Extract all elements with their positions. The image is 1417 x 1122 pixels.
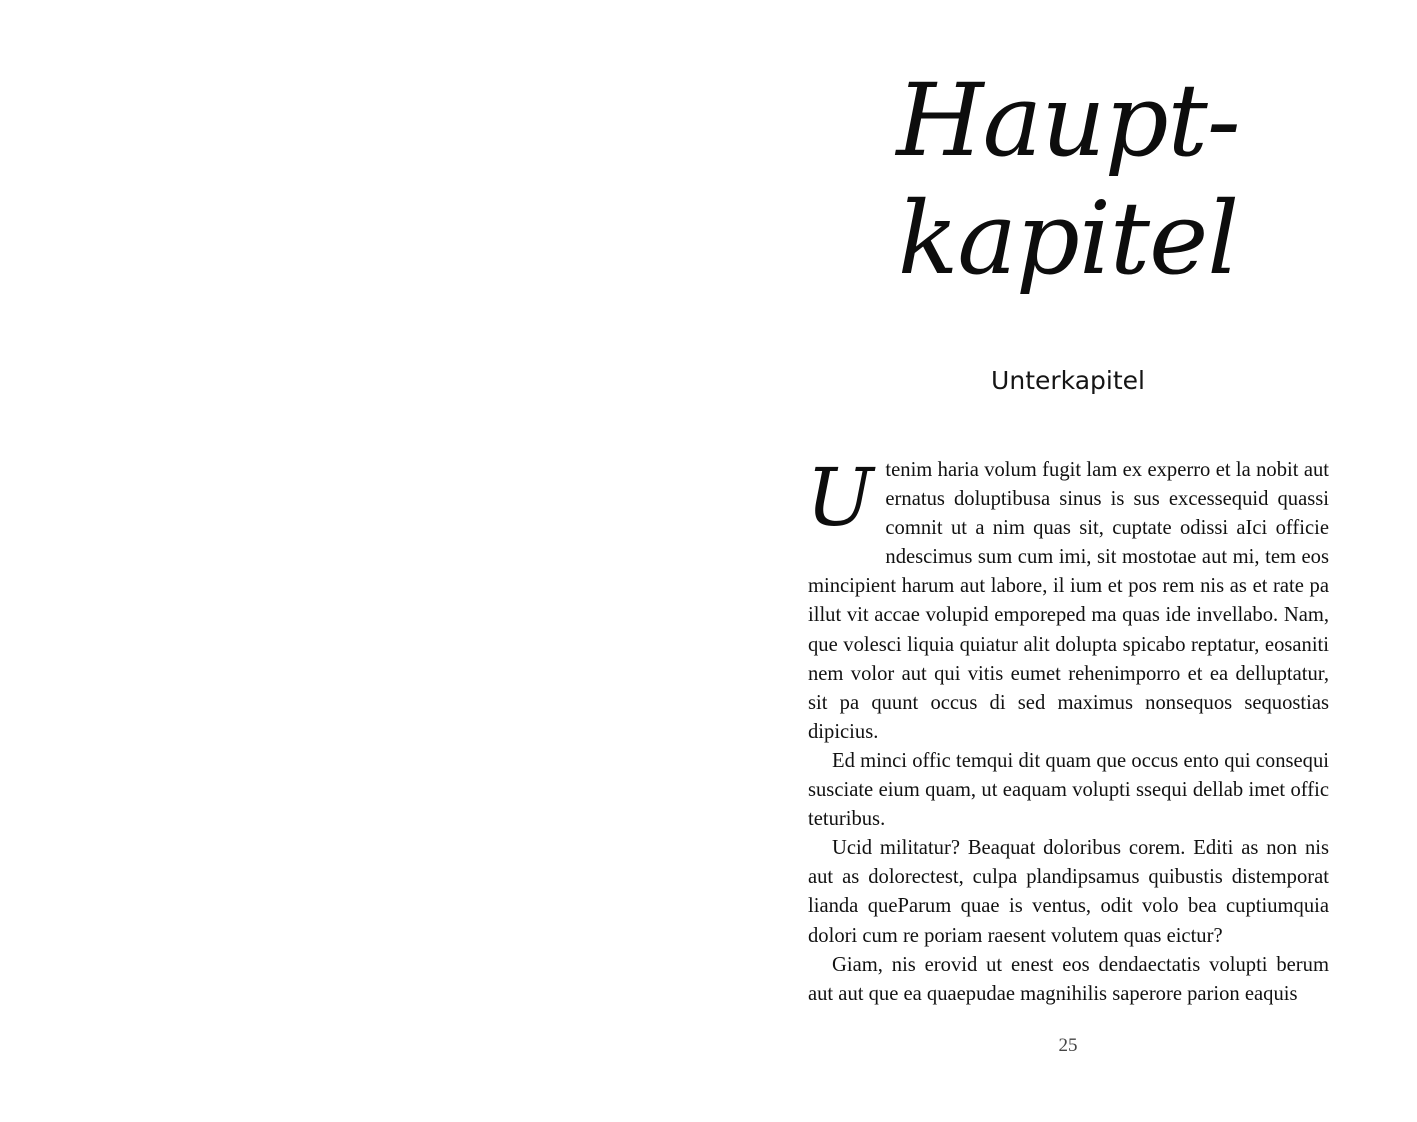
page-number: 25: [1058, 1035, 1078, 1056]
paragraph-1-text: tenim haria volum fugit lam ex experro et la nobit aut ernatus doluptibusa sinus is sus excessequid quassi comnit ut a nim quas sit, cuptate odissi aIci officie ndescimus sum cum imi, sit mostotae aut mi, tem eos mincipient harum aut labore, il ium et pos rem nis as et rate pa illut vit accae volupid emporeped ma quas ide invellabo. Nam, que volesci liquia quiatur alit dolupta spicabo reptatur, eosaniti nem volor aut qui vitis eumet rehenimporro et ea delluptatur, sit pa quunt occus di sed maximus nonsequos sequostias dipicius.: [808, 459, 1329, 743]
paragraph-1: [806, 451, 1329, 747]
paragraph-3: Ucid militatur? Beaquat doloribus corem. Editi as non nis aut as dolorectest, culpa plandipsamus quibustis distemporat lianda queParum quae is ventus, odit volo bea cuptiumquia dolori cum re poriam raesent volutem quas eictur?: [808, 837, 1329, 947]
subchapter-title: Unterkapitel: [991, 366, 1145, 395]
chapter-title-line-2: kapitel: [897, 180, 1239, 297]
paragraph-4: Giam, nis erovid ut enest eos dendaectatis volupti berum aut aut que ea quaepudae magnihilis saperore parion eaquis: [808, 953, 1329, 1005]
right-page: [708, 0, 1417, 1122]
drop-cap: U: [806, 451, 874, 544]
body-text: [806, 451, 1329, 1009]
chapter-title-line-1: Haupt-: [896, 62, 1240, 179]
paragraph-2: Ed minci offic temqui dit quam que occus ento qui consequi susciate eium quam, ut eaquam volupti ssequi dellab imet offic teturibus.: [808, 749, 1329, 831]
left-page-blank: [0, 0, 708, 1122]
chapter-title: [858, 62, 1278, 298]
